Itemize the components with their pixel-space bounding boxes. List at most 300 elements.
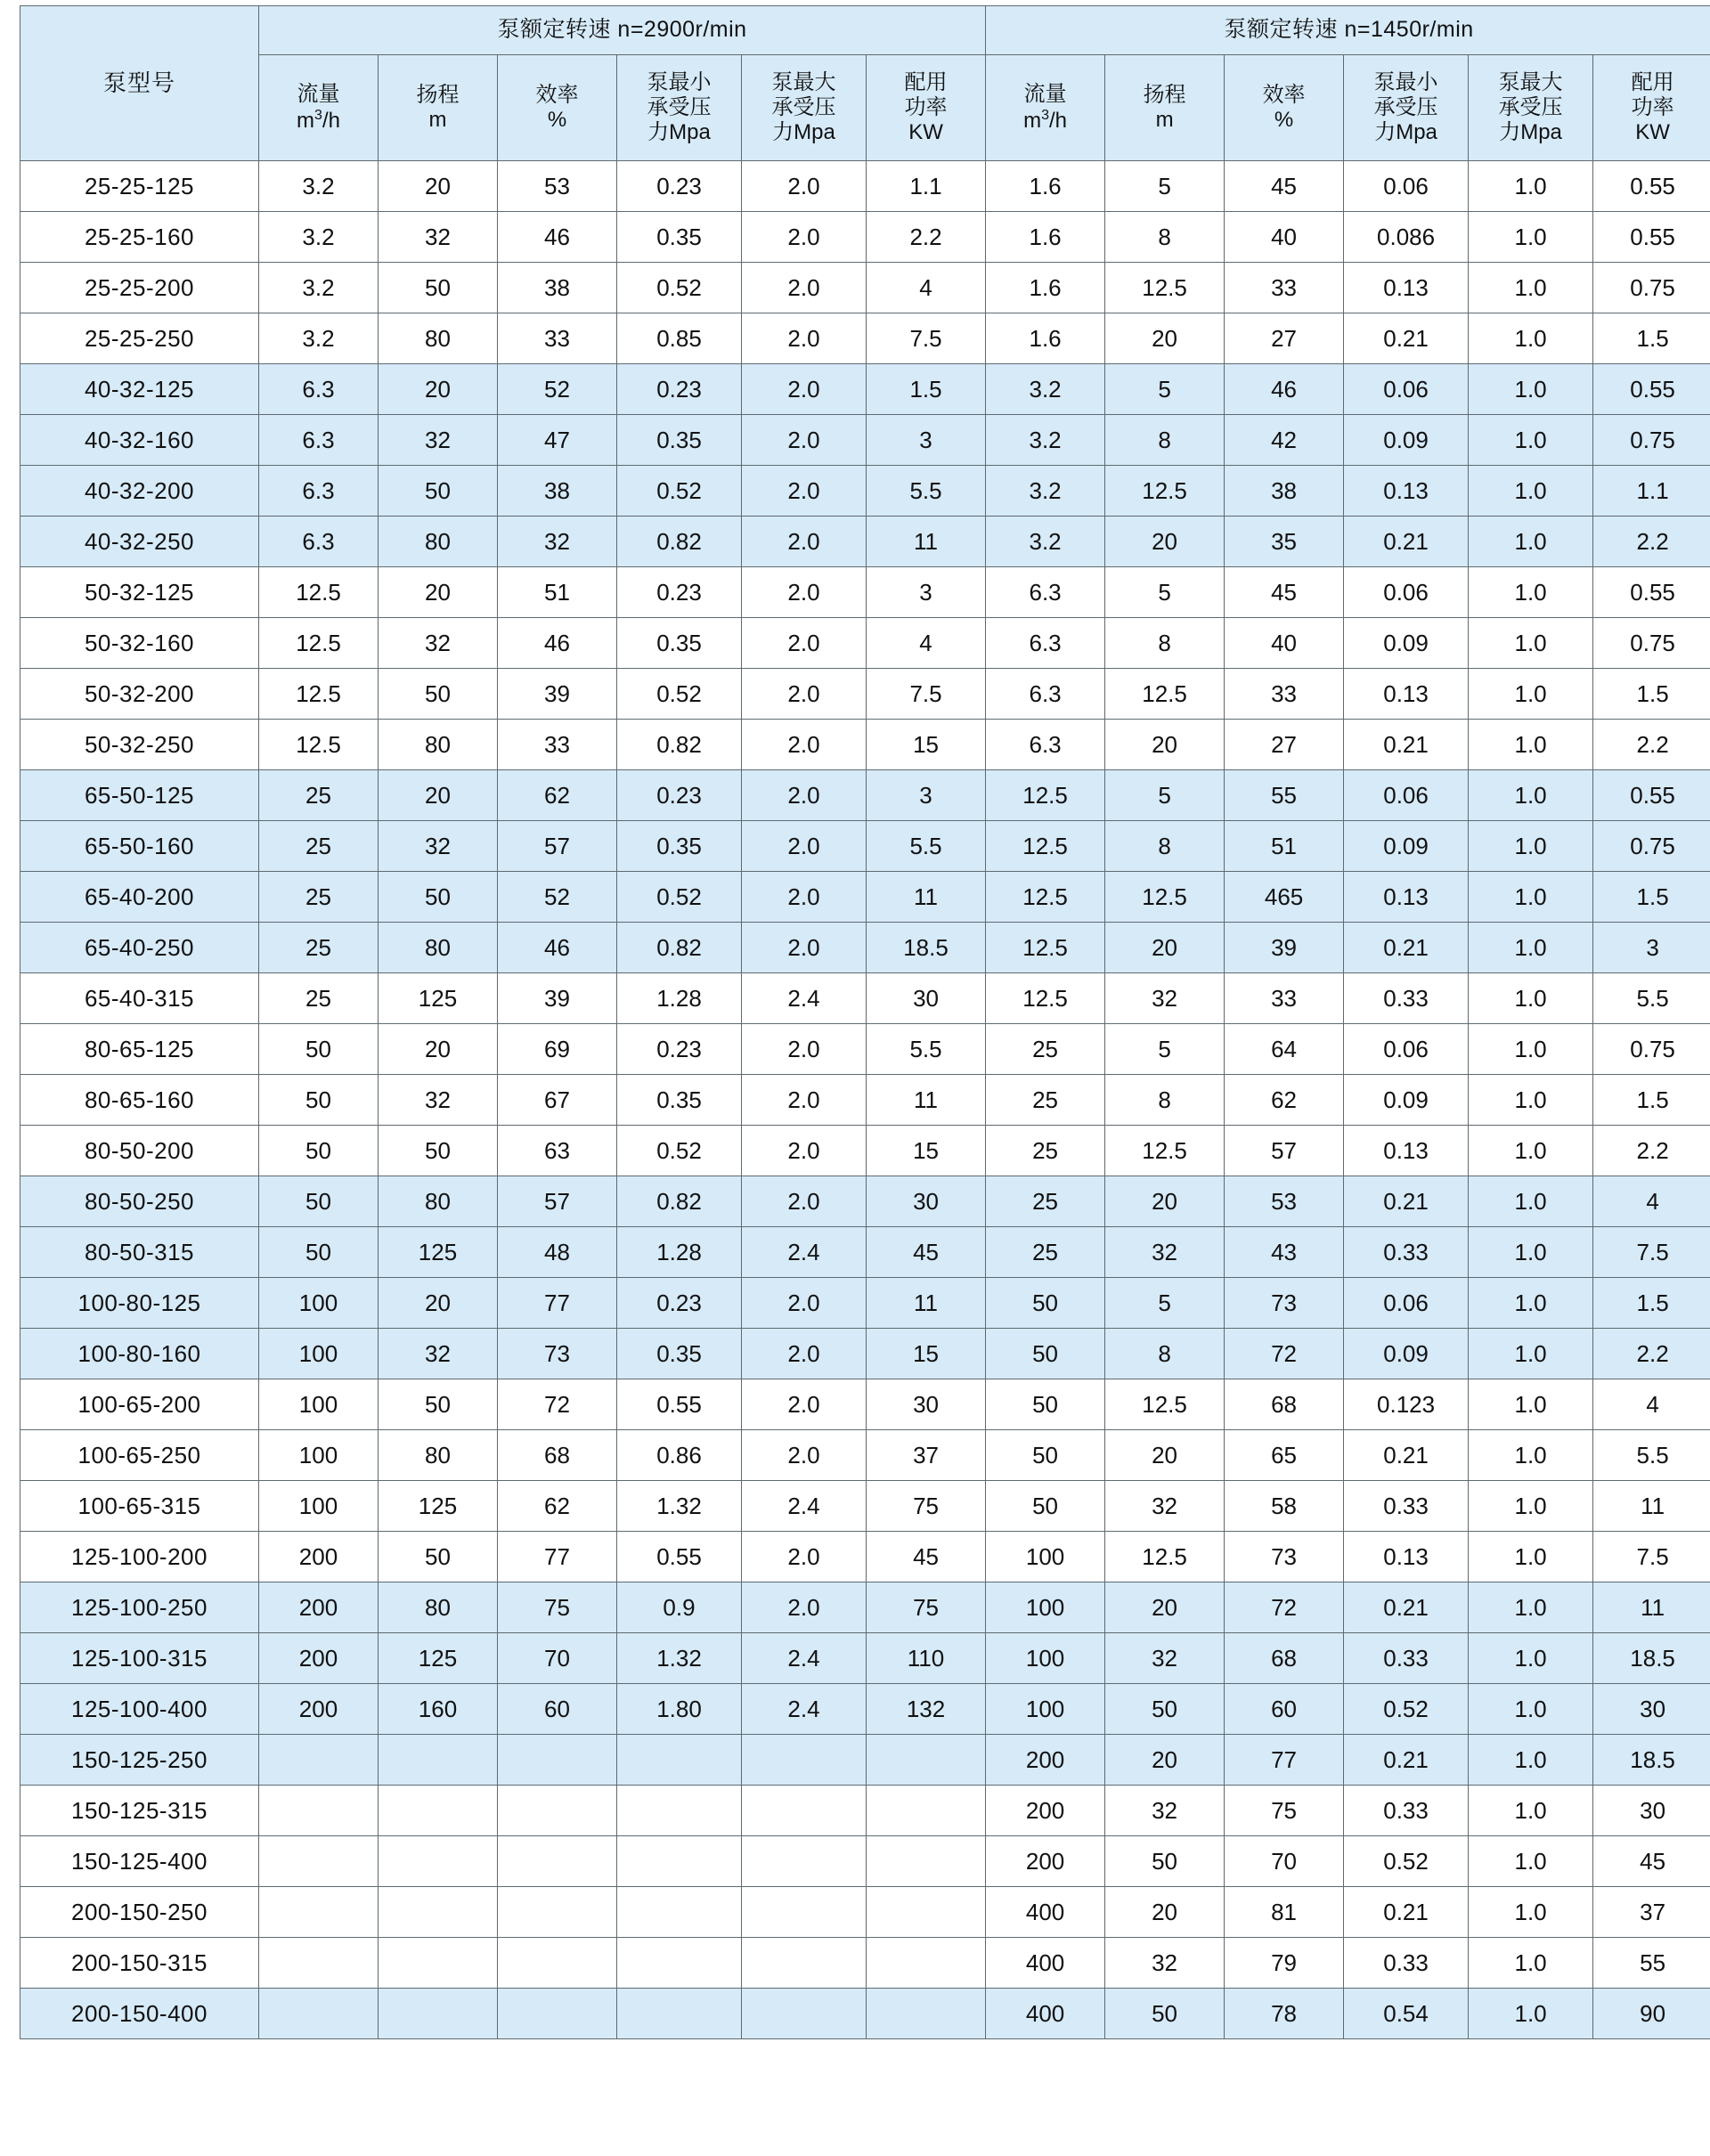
cell-value: 1.0 xyxy=(1469,1024,1593,1075)
cell-value: 50 xyxy=(986,1481,1105,1532)
cell-pump-model: 200-150-315 xyxy=(20,1938,259,1989)
cell-value: 69 xyxy=(498,1024,617,1075)
cell-value: 33 xyxy=(1225,669,1344,720)
cell-value: 1.0 xyxy=(1469,1481,1593,1532)
cell-value: 45 xyxy=(1225,161,1344,212)
table-row xyxy=(20,1126,1710,1176)
cell-value: 132 xyxy=(867,1684,986,1735)
cell-value: 90 xyxy=(1593,1989,1710,2039)
cell-value: 32 xyxy=(1105,1938,1225,1989)
table-row xyxy=(20,1379,1710,1430)
cell-value: 100 xyxy=(259,1278,379,1329)
cell-pump-model: 125-100-200 xyxy=(20,1532,259,1582)
pump-specification-table xyxy=(20,5,1710,2039)
cell-value: 25 xyxy=(986,1075,1105,1126)
cell-value: 0.33 xyxy=(1344,1938,1469,1989)
column-header-min-pressure-2900 xyxy=(617,55,742,161)
cell-value: 0.86 xyxy=(617,1430,742,1481)
cell-value: 68 xyxy=(1225,1633,1344,1684)
cell-value: 12.5 xyxy=(1105,669,1225,720)
header-line-1: 泵最小 xyxy=(647,69,712,94)
cell-value: 0.75 xyxy=(1593,821,1710,872)
cell-value: 32 xyxy=(1105,973,1225,1024)
cell-value: 45 xyxy=(867,1227,986,1278)
cell-value: 7.5 xyxy=(867,313,986,364)
cell-value xyxy=(498,1938,617,1989)
cell-value: 0.33 xyxy=(1344,1786,1469,1836)
cell-value: 53 xyxy=(1225,1176,1344,1227)
cell-value: 64 xyxy=(1225,1024,1344,1075)
cell-value: 42 xyxy=(1225,415,1344,466)
cell-value: 1.32 xyxy=(617,1481,742,1532)
cell-value: 27 xyxy=(1225,720,1344,770)
cell-value: 32 xyxy=(379,212,498,263)
cell-value: 465 xyxy=(1225,872,1344,923)
cell-value: 4 xyxy=(1593,1176,1710,1227)
cell-value: 75 xyxy=(867,1481,986,1532)
cell-value: 2.0 xyxy=(742,1176,867,1227)
cell-value: 2.4 xyxy=(742,973,867,1024)
header-line-2: $m^3/h$ xyxy=(1023,107,1068,133)
header-line-3: KW xyxy=(908,120,943,145)
cell-pump-model: 100-65-315 xyxy=(20,1481,259,1532)
cell-value: 0.33 xyxy=(1344,1481,1469,1532)
column-header-efficiency-1450 xyxy=(1225,55,1344,161)
cell-value xyxy=(259,1887,379,1938)
cell-value: 1.0 xyxy=(1469,923,1593,973)
cell-value: 12.5 xyxy=(1105,1532,1225,1582)
cell-value: 5 xyxy=(1105,1024,1225,1075)
cell-value: 70 xyxy=(498,1633,617,1684)
table-row xyxy=(20,415,1710,466)
cell-value: 32 xyxy=(379,1075,498,1126)
cell-value: 73 xyxy=(1225,1532,1344,1582)
cell-value: 0.33 xyxy=(1344,973,1469,1024)
cell-value: 20 xyxy=(379,161,498,212)
cell-pump-model: 80-50-250 xyxy=(20,1176,259,1227)
cell-value: 20 xyxy=(1105,1430,1225,1481)
cell-value: 0.21 xyxy=(1344,923,1469,973)
cell-value: 0.54 xyxy=(1344,1989,1469,2039)
cell-value: 15 xyxy=(867,1329,986,1379)
cell-value xyxy=(617,1887,742,1938)
cell-value: 200 xyxy=(259,1582,379,1633)
cell-value: 73 xyxy=(498,1329,617,1379)
cell-pump-model: 25-25-200 xyxy=(20,263,259,313)
cell-value: 80 xyxy=(379,923,498,973)
cell-value: 2.4 xyxy=(742,1227,867,1278)
cell-value: 100 xyxy=(986,1532,1105,1582)
cell-value: 4 xyxy=(867,263,986,313)
cell-value: 0.35 xyxy=(617,415,742,466)
table-row xyxy=(20,1633,1710,1684)
cell-value: 2.0 xyxy=(742,1430,867,1481)
cell-value: 3 xyxy=(867,770,986,821)
cell-pump-model: 125-100-315 xyxy=(20,1633,259,1684)
cell-value: 1.6 xyxy=(986,313,1105,364)
table-row xyxy=(20,1532,1710,1582)
cell-value: 0.09 xyxy=(1344,1075,1469,1126)
group-header-row xyxy=(20,6,1710,55)
cell-value xyxy=(498,1989,617,2039)
cell-value: 2.0 xyxy=(742,1126,867,1176)
cell-value: 2.0 xyxy=(742,720,867,770)
cell-value: 5.5 xyxy=(867,466,986,517)
cell-value: 37 xyxy=(1593,1887,1710,1938)
cell-value: 7.5 xyxy=(1593,1532,1710,1582)
header-line-1: 配用 xyxy=(1631,69,1674,94)
header-line-1: 扬程 xyxy=(1143,82,1186,107)
cell-value: 0.52 xyxy=(1344,1836,1469,1887)
cell-value: 0.06 xyxy=(1344,1278,1469,1329)
cell-value: 12.5 xyxy=(1105,263,1225,313)
cell-value: 400 xyxy=(986,1938,1105,1989)
cell-value: 63 xyxy=(498,1126,617,1176)
table-row xyxy=(20,821,1710,872)
cell-value: 50 xyxy=(986,1329,1105,1379)
cell-value: 2.4 xyxy=(742,1684,867,1735)
column-header-power-2900 xyxy=(867,55,986,161)
cell-value: 1.5 xyxy=(1593,1075,1710,1126)
cell-value: 50 xyxy=(259,1024,379,1075)
cell-value: 2.2 xyxy=(1593,720,1710,770)
cell-value: 58 xyxy=(1225,1481,1344,1532)
cell-value: 7.5 xyxy=(867,669,986,720)
cell-value: 80 xyxy=(379,313,498,364)
cell-value: 0.13 xyxy=(1344,263,1469,313)
cell-value: 0.21 xyxy=(1344,1582,1469,1633)
cell-value xyxy=(867,1786,986,1836)
cell-value: 0.23 xyxy=(617,1278,742,1329)
header-line-2: m xyxy=(1155,108,1174,132)
cell-value: 125 xyxy=(379,1633,498,1684)
cell-value: 2.0 xyxy=(742,1075,867,1126)
cell-value: 0.06 xyxy=(1344,770,1469,821)
cell-value: 1.0 xyxy=(1469,1430,1593,1481)
cell-value: 39 xyxy=(1225,923,1344,973)
cell-value xyxy=(498,1887,617,1938)
table-row xyxy=(20,1989,1710,2039)
cell-value: 1.0 xyxy=(1469,821,1593,872)
cell-value: 1.0 xyxy=(1469,1532,1593,1582)
cell-value: 1.0 xyxy=(1469,1633,1593,1684)
cell-value: 0.82 xyxy=(617,1176,742,1227)
cell-value xyxy=(498,1836,617,1887)
cell-value: 57 xyxy=(498,1176,617,1227)
cell-value: 0.35 xyxy=(617,1075,742,1126)
column-header-max-pressure-2900 xyxy=(742,55,867,161)
group-header-2900: 泵额定转速 n=2900r/min xyxy=(259,6,986,55)
cell-value: 0.21 xyxy=(1344,517,1469,567)
cell-value: 1.5 xyxy=(867,364,986,415)
cell-value: 200 xyxy=(986,1786,1105,1836)
cell-value: 1.0 xyxy=(1469,1176,1593,1227)
cell-value: 1.0 xyxy=(1469,161,1593,212)
cell-value: 1.0 xyxy=(1469,517,1593,567)
cell-value: 0.06 xyxy=(1344,161,1469,212)
cell-value: 3 xyxy=(1593,923,1710,973)
cell-value: 1.0 xyxy=(1469,364,1593,415)
cell-value xyxy=(379,1887,498,1938)
cell-value: 50 xyxy=(379,1532,498,1582)
table-row xyxy=(20,618,1710,669)
cell-value: 0.75 xyxy=(1593,415,1710,466)
table-row xyxy=(20,1024,1710,1075)
cell-value: 1.0 xyxy=(1469,1887,1593,1938)
cell-value: 46 xyxy=(498,923,617,973)
cell-value xyxy=(742,1836,867,1887)
cell-value: 20 xyxy=(1105,1176,1225,1227)
cell-value: 0.06 xyxy=(1344,364,1469,415)
cell-pump-model: 100-65-250 xyxy=(20,1430,259,1481)
cell-value: 0.52 xyxy=(617,669,742,720)
cell-value: 0.52 xyxy=(617,263,742,313)
cell-value: 0.55 xyxy=(1593,770,1710,821)
cell-value: 1.0 xyxy=(1469,1989,1593,2039)
cell-value: 1.0 xyxy=(1469,466,1593,517)
column-header-row xyxy=(20,55,1710,161)
cell-value xyxy=(742,1887,867,1938)
cell-value xyxy=(379,1735,498,1786)
cell-value: 6.3 xyxy=(986,669,1105,720)
cell-value: 0.75 xyxy=(1593,618,1710,669)
cell-value: 8 xyxy=(1105,821,1225,872)
cell-value xyxy=(742,1938,867,1989)
cell-pump-model: 40-32-125 xyxy=(20,364,259,415)
cell-value: 2.0 xyxy=(742,212,867,263)
cell-value: 1.5 xyxy=(1593,313,1710,364)
cell-value: 57 xyxy=(498,821,617,872)
cell-value: 30 xyxy=(867,1379,986,1430)
cell-value: 11 xyxy=(1593,1582,1710,1633)
cell-value: 32 xyxy=(379,618,498,669)
cell-value: 2.4 xyxy=(742,1481,867,1532)
cell-value: 46 xyxy=(498,212,617,263)
cell-value: 30 xyxy=(867,973,986,1024)
cell-value: 32 xyxy=(379,821,498,872)
cell-value: 33 xyxy=(498,720,617,770)
header-line-3: 力Mpa xyxy=(647,120,711,145)
cell-value: 1.0 xyxy=(1469,1329,1593,1379)
cell-value: 75 xyxy=(498,1582,617,1633)
cell-value: 5 xyxy=(1105,567,1225,618)
cell-value: 12.5 xyxy=(259,567,379,618)
cell-value: 4 xyxy=(1593,1379,1710,1430)
cell-value: 11 xyxy=(1593,1481,1710,1532)
cell-value: 2.2 xyxy=(1593,517,1710,567)
column-header-max-pressure-1450 xyxy=(1469,55,1593,161)
cell-value: 0.35 xyxy=(617,821,742,872)
cell-pump-model: 65-40-200 xyxy=(20,872,259,923)
cell-value: 3.2 xyxy=(986,415,1105,466)
table-row xyxy=(20,466,1710,517)
table-row xyxy=(20,1582,1710,1633)
table-row xyxy=(20,770,1710,821)
header-line-2: 功率 xyxy=(1631,94,1674,119)
cell-value: 0.55 xyxy=(1593,567,1710,618)
cell-value: 0.55 xyxy=(1593,364,1710,415)
cell-value: 1.0 xyxy=(1469,1126,1593,1176)
cell-value: 18.5 xyxy=(1593,1735,1710,1786)
cell-value: 12.5 xyxy=(259,669,379,720)
cell-value xyxy=(259,1836,379,1887)
header-line-1: 效率 xyxy=(1262,82,1306,107)
cell-value: 25 xyxy=(259,872,379,923)
cell-value: 6.3 xyxy=(986,618,1105,669)
cell-value: 0.75 xyxy=(1593,263,1710,313)
cell-value: 51 xyxy=(498,567,617,618)
cell-value: 2.2 xyxy=(867,212,986,263)
cell-value: 30 xyxy=(1593,1786,1710,1836)
cell-value xyxy=(742,1989,867,2039)
cell-value: 400 xyxy=(986,1887,1105,1938)
cell-pump-model: 80-50-200 xyxy=(20,1126,259,1176)
cell-value xyxy=(259,1938,379,1989)
cell-value: 25 xyxy=(259,923,379,973)
cell-value: 1.5 xyxy=(1593,872,1710,923)
table-row xyxy=(20,1684,1710,1735)
cell-value: 50 xyxy=(379,1379,498,1430)
cell-value: 110 xyxy=(867,1633,986,1684)
cell-value: 0.23 xyxy=(617,364,742,415)
cell-value: 0.9 xyxy=(617,1582,742,1633)
cell-value: 0.75 xyxy=(1593,1024,1710,1075)
cell-value: 3.2 xyxy=(986,517,1105,567)
cell-value: 6.3 xyxy=(259,466,379,517)
cell-value: 0.086 xyxy=(1344,212,1469,263)
table-row xyxy=(20,1887,1710,1938)
cell-value: 73 xyxy=(1225,1278,1344,1329)
column-header-head-2900 xyxy=(379,55,498,161)
cell-pump-model: 50-32-250 xyxy=(20,720,259,770)
table-body xyxy=(20,161,1710,2039)
cell-value: 5.5 xyxy=(867,821,986,872)
cell-value: 70 xyxy=(1225,1836,1344,1887)
cell-value xyxy=(867,1938,986,1989)
cell-value: 100 xyxy=(986,1684,1105,1735)
cell-value: 2.0 xyxy=(742,415,867,466)
cell-value: 200 xyxy=(259,1532,379,1582)
cell-value: 12.5 xyxy=(259,618,379,669)
cell-pump-model: 80-65-160 xyxy=(20,1075,259,1126)
cell-value: 0.21 xyxy=(1344,1887,1469,1938)
cell-value: 0.82 xyxy=(617,923,742,973)
cell-value: 1.6 xyxy=(986,212,1105,263)
cell-value: 200 xyxy=(986,1735,1105,1786)
table-row xyxy=(20,1836,1710,1887)
cell-value: 55 xyxy=(1593,1938,1710,1989)
cell-pump-model: 65-50-160 xyxy=(20,821,259,872)
cell-value: 62 xyxy=(1225,1075,1344,1126)
cell-value xyxy=(617,1836,742,1887)
cell-value: 20 xyxy=(1105,720,1225,770)
cell-value: 1.0 xyxy=(1469,1786,1593,1836)
cell-value: 125 xyxy=(379,1227,498,1278)
header-line-3: 力Mpa xyxy=(1499,120,1562,145)
header-line-1: 效率 xyxy=(535,82,579,107)
cell-value: 200 xyxy=(986,1836,1105,1887)
cell-value: 78 xyxy=(1225,1989,1344,2039)
header-line-3: 力Mpa xyxy=(772,120,835,145)
cell-value: 0.13 xyxy=(1344,1126,1469,1176)
cell-value: 25 xyxy=(986,1176,1105,1227)
cell-value: 12.5 xyxy=(1105,1126,1225,1176)
cell-value: 0.21 xyxy=(1344,1735,1469,1786)
table-row xyxy=(20,263,1710,313)
cell-value: 15 xyxy=(867,720,986,770)
cell-value: 20 xyxy=(1105,517,1225,567)
cell-value: 50 xyxy=(986,1379,1105,1430)
cell-value: 1.5 xyxy=(1593,669,1710,720)
cell-value xyxy=(259,1786,379,1836)
cell-pump-model: 80-65-125 xyxy=(20,1024,259,1075)
cell-value: 2.0 xyxy=(742,263,867,313)
cell-value: 2.0 xyxy=(742,1024,867,1075)
cell-pump-model: 200-150-250 xyxy=(20,1887,259,1938)
cell-value: 60 xyxy=(498,1684,617,1735)
cell-value xyxy=(617,1786,742,1836)
header-line-1: 泵最大 xyxy=(1498,69,1563,94)
cell-value xyxy=(617,1735,742,1786)
header-line-2: 功率 xyxy=(904,94,948,119)
cell-value: 1.0 xyxy=(1469,973,1593,1024)
cell-value: 0.35 xyxy=(617,1329,742,1379)
cell-value: 1.0 xyxy=(1469,263,1593,313)
cell-value: 0.55 xyxy=(1593,212,1710,263)
cell-value: 62 xyxy=(498,1481,617,1532)
cell-value: 20 xyxy=(1105,1735,1225,1786)
cell-value: 2.0 xyxy=(742,1278,867,1329)
cell-value: 30 xyxy=(1593,1684,1710,1735)
cell-value: 6.3 xyxy=(259,364,379,415)
cell-value: 2.0 xyxy=(742,821,867,872)
cell-value: 100 xyxy=(259,1481,379,1532)
cell-value: 5 xyxy=(1105,364,1225,415)
table-row xyxy=(20,567,1710,618)
cell-value: 50 xyxy=(379,466,498,517)
cell-value: 2.0 xyxy=(742,161,867,212)
cell-value: 32 xyxy=(1105,1786,1225,1836)
cell-value: 20 xyxy=(1105,923,1225,973)
cell-value: 3.2 xyxy=(259,212,379,263)
cell-value: 2.0 xyxy=(742,313,867,364)
cell-pump-model: 200-150-400 xyxy=(20,1989,259,2039)
cell-value: 0.35 xyxy=(617,212,742,263)
cell-value: 2.0 xyxy=(742,923,867,973)
cell-value xyxy=(498,1735,617,1786)
cell-value: 50 xyxy=(986,1278,1105,1329)
header-line-1: 扬程 xyxy=(416,82,460,107)
cell-value: 20 xyxy=(379,567,498,618)
cell-value: 32 xyxy=(498,517,617,567)
cell-value: 77 xyxy=(498,1278,617,1329)
cell-value: 80 xyxy=(379,1430,498,1481)
cell-value: 8 xyxy=(1105,618,1225,669)
cell-value: 0.09 xyxy=(1344,415,1469,466)
cell-value: 25 xyxy=(986,1126,1105,1176)
cell-value: 0.33 xyxy=(1344,1227,1469,1278)
cell-value: 72 xyxy=(1225,1329,1344,1379)
cell-value: 0.123 xyxy=(1344,1379,1469,1430)
cell-value xyxy=(617,1938,742,1989)
cell-value: 4 xyxy=(867,618,986,669)
cell-value: 15 xyxy=(867,1126,986,1176)
cell-value: 77 xyxy=(498,1532,617,1582)
cell-value: 20 xyxy=(1105,1582,1225,1633)
cell-value: 1.0 xyxy=(1469,618,1593,669)
cell-value: 0.82 xyxy=(617,720,742,770)
cell-value xyxy=(617,1989,742,2039)
